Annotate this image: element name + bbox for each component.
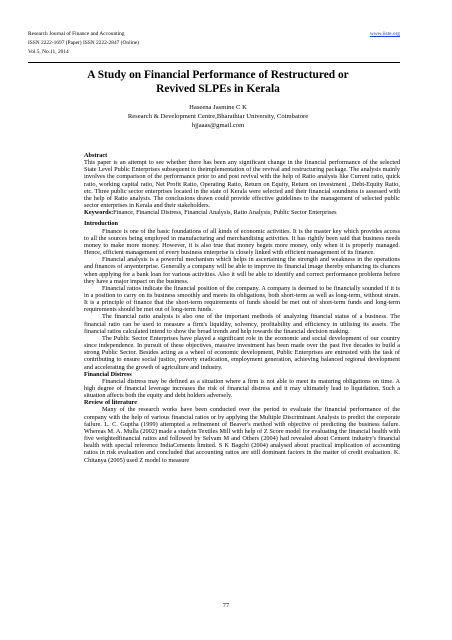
financial-distress-paragraph: Financial distress may be defined as a situation where a firm is not able to meet its maturing obligations on time. A high degree of financial leverage increases the risk of financial distress and it may ultimately lead to liquidation. Such a situation affects both the equity and debt holders adversely. xyxy=(84,377,400,400)
paper-body xyxy=(84,152,400,464)
introduction-heading: Introduction xyxy=(84,220,118,228)
keywords-list: Finance, Financial Distress, Financial Analysis, Ratio Analysis, Public Sector Enterprises xyxy=(113,209,337,217)
page-number: 77 xyxy=(222,602,230,609)
keywords-line xyxy=(84,209,400,216)
journal-issn: ISSN 2222-1697 (Paper) ISSN 2222-2847 (Online) xyxy=(28,40,139,46)
author-name: Haseena Jasmine C K xyxy=(189,104,247,111)
author-affiliation: Research & Development Centre,Bharathiar University, Coimbatore xyxy=(127,113,309,120)
financial-distress-heading: Financial Distress xyxy=(84,370,132,378)
paper-title xyxy=(40,68,396,96)
introduction-paragraph-2: Financial analysis is a powerful mechanism which helps in ascertaining the strength and weakness in the operations and finances of anyenterprise. Generally a company will be able to improve its financial image thereby enhancing its chances when applying for a bank loan for various activities. Also it will be able to identify and correct performance problems before they have a major impact on the business. xyxy=(84,256,400,285)
header-divider xyxy=(28,62,400,63)
introduction-paragraph-3: Financial ratios indicate the financial position of the company. A company is deemed to be financially sounded if it is in a position to carry on its business smoothly and meets its obligations, both short-term as well as long-term, without strain. It is a principle of finance that the short-term requirements of funds should be met out of short-term funds and long-term requirements should be met out of long-term funds. xyxy=(84,284,400,314)
review-heading: Review of literature xyxy=(84,399,137,407)
journal-volume: Vol.5, No.11, 2014 xyxy=(28,49,69,55)
title-line-2: Revived SLPEs in Kerala xyxy=(156,83,280,95)
journal-name: Research Journal of Finance and Accounting xyxy=(28,31,125,37)
author-email[interactable]: hjjaaas@gmail.com xyxy=(191,122,245,129)
keywords-label: Keywords: xyxy=(84,209,114,217)
review-paragraph: Many of the research works have been conducted over the period to evaluate the financial performance of the company with the help of various financial ratios or by applying the Multiple Discriminant Analysis to predict the corporate failure. L. C. Guptha (1999) attempted a refinement of Beaver's method with objective of predicting the business failure. Whereas M. A. Mulla (2002) made a studyin Textiles Mill with help of Z Score model for evaluating the financial health with five weightedfinancial ratios and followed by Selvam M and Others (2004) had revealed about Cement industry's financial health with special reference IndiaCements limited. S K Bagchi (2004) analysed about practical implication of accounting ratios in risk evaluation and concluded that accounting ratios are still dominant factors in the matter of credit evaluation. K. Chitanya (2005) used Z model to measure xyxy=(84,406,400,464)
introduction-paragraph-4: The financial ratio analysis is also one of the important methods of analyzing financial status of a business. The financial ratio can be used to measure a firm's liquidity, solvency, profitability and efficiency in utilising its assets. The financial ratios calculated intend to show the broad trends and help towards the financial decision making. xyxy=(84,313,400,335)
title-line-1: A Study on Financial Performance of Restructured or xyxy=(87,69,349,81)
introduction-paragraph-1: Finance is one of the basic foundations of all kinds of economic activities. It is the master key which provides access to all the sources being employed in manufacturing and merchandising activities. It has rightly been said that business needs money to make more money. However, it is also true that money begets more money, only when it is properly managed. Hence, efficient management of every business enterprise is closely linked with efficient management of its finance. xyxy=(84,227,400,257)
abstract-heading: Abstract xyxy=(84,152,108,159)
journal-url-link[interactable]: www.iiste.org xyxy=(369,31,400,37)
introduction-paragraph-5: The Public Sector Enterprises have played a significant role in the economic and social development of our country since independence. In pursuit of these objectives, massive investment has been made over the past five decades to build a strong Public Sector. Besides acting as a wheel of economic development, Public Enterprises are entrusted with the task of contributing to ensure social justice, poverty eradication, employment generation, achieving balanced regional development and accelerating the growth of agriculture and industry. xyxy=(84,334,400,371)
abstract-text: This paper is an attempt to see whether there has been any significant change in the financial performance of the selected State Level Public Enterprises subsequent to theimplementation of the revival and restructuring package. The analysis mainly involves the comparison of the performance prior to and post revival with the help of Ratio analysis like Current ratio, quick ratio, working capital ratio, Net Profit Ratio, Operating Ratio, Return on Equity, Return on investment , Debt-Equity Ratio, etc. Three public sector enterprises located in the state of Kerala were selected and their financial soundness is assessed with the help of Ratio analysis. The conclusions drawn could provide effective guidelines to the management of selected public sector enterprises in Kerala and their stakeholders. xyxy=(84,159,400,210)
